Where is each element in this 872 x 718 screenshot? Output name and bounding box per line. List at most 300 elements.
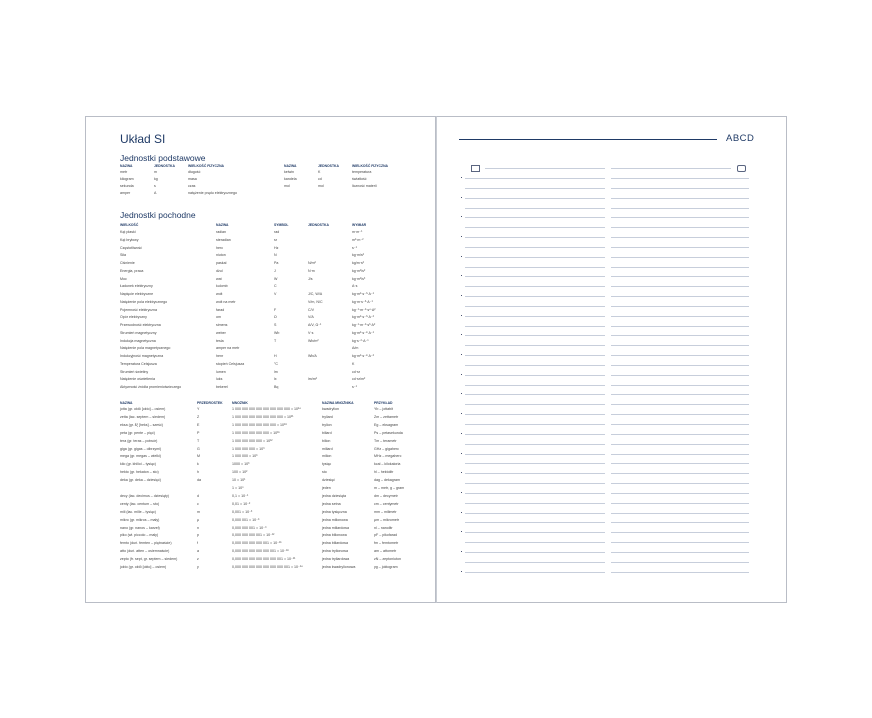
table-cell: lx (274, 377, 277, 382)
table-cell: C/V (308, 307, 314, 312)
table-header: WYMIAR (352, 223, 367, 227)
tab-label: ABCD (726, 133, 755, 144)
table-cell: jedna biliardowa (322, 541, 348, 546)
table-header: NAZWA (284, 164, 297, 168)
table-cell: peta (gr. pente – pięć) (120, 430, 155, 435)
table-cell: kg·s⁻²·A⁻¹ (352, 338, 369, 343)
table-cell: c (197, 501, 199, 506)
table-cell: Temperatura Celsjusza (120, 361, 157, 366)
table-cell: kg·m²/s² (352, 268, 366, 273)
table-cell: wolt na metr (216, 299, 236, 304)
table-cell: V/m, N/C (308, 299, 323, 304)
table-cell: cd (318, 177, 322, 181)
table-cell: jedna dziesiąta (322, 493, 346, 498)
ruled-line (611, 345, 749, 346)
ruled-line (611, 316, 749, 317)
table-header: WIELKOŚĆ FIZYCZNA (188, 164, 224, 168)
table-cell: kg·m²·s⁻³·A⁻² (352, 315, 374, 320)
table-cell: miliard (322, 446, 333, 451)
table-cell: G (197, 446, 200, 451)
table-cell: Z (197, 414, 200, 419)
line-dot (461, 216, 462, 217)
line-dot (461, 453, 462, 454)
table-header: JEDNOSTKA (318, 164, 339, 168)
table-cell: jedna trylionowa (322, 549, 348, 554)
ruled-line (465, 188, 605, 189)
table-cell: steradian (216, 237, 231, 242)
table-cell: jedna tryliardowa (322, 557, 350, 562)
table-cell: 1 000 000 000 000 000 = 10¹⁵ (232, 430, 280, 435)
table-cell: rad (274, 230, 280, 234)
ruled-line (465, 217, 605, 218)
table-cell: a (197, 549, 199, 554)
table-cell: Napięcie elektryczne (120, 292, 154, 296)
table-cell: 100 = 10² (232, 470, 248, 475)
table-cell: °C (274, 361, 279, 366)
table-cell: W (274, 276, 278, 281)
table-cell: am – attometr (374, 549, 397, 554)
table-cell: masa (188, 177, 197, 181)
table-cell: T (274, 338, 277, 343)
table-cell: radian (216, 230, 226, 234)
table-cell: 1 000 000 000 000 = 10¹² (232, 438, 273, 443)
table-header: WIELKOŚĆ FIZYCZNA (352, 164, 388, 168)
table-cell: k (197, 462, 199, 467)
table-header: PRZYKŁAD (374, 401, 393, 405)
ruled-line (611, 522, 749, 523)
table-header: SYMBOL (274, 223, 289, 227)
ruled-line (465, 355, 605, 356)
table-cell: p (197, 533, 199, 538)
ruled-line (465, 345, 605, 346)
table-cell: n (197, 525, 199, 530)
table-cell: jedna kwadrylionowa (322, 565, 356, 569)
table-cell: K (318, 170, 321, 174)
table-cell: A (154, 191, 157, 195)
ruled-line (611, 335, 749, 336)
table-cell: Indukcja magnetyczna (120, 338, 156, 343)
ruled-line (611, 267, 749, 268)
table-cell: cd·sr/m² (352, 377, 366, 382)
line-dot (461, 472, 462, 473)
table-cell: s⁻¹ (352, 385, 357, 389)
table-cell: kulomb (216, 284, 228, 289)
ruled-line (611, 414, 749, 415)
table-cell: lm (274, 369, 278, 374)
envelope-icon (471, 165, 480, 172)
table-cell: A/V, Ω⁻¹ (308, 323, 322, 327)
table-cell: femto (duń. femten – piętnaście) (120, 541, 172, 546)
table-cell: Siła (120, 253, 126, 258)
table-cell: A/m (352, 346, 359, 351)
table-cell: 1 000 000 = 10⁶ (232, 454, 258, 459)
ruled-line (465, 562, 605, 563)
table-cell: hl – hektolitr (374, 470, 394, 475)
ruled-line (611, 198, 749, 199)
table-cell: zetta (łac. septem – siedem) (120, 414, 166, 419)
table-cell: T (197, 438, 200, 443)
table-header: PRZEDROSTEK (197, 401, 223, 405)
table-cell: Wb (274, 330, 280, 335)
table-cell: czas (188, 184, 196, 188)
ruled-line (611, 276, 749, 277)
table-cell: 0,000 000 000 000 000 001 = 10⁻¹⁸ (232, 549, 289, 554)
table-cell: bekerel (216, 385, 228, 389)
table-cell: Bq (274, 385, 279, 389)
table-cell: 0,001 = 10⁻³ (232, 509, 253, 514)
ruled-line (465, 572, 605, 573)
table-cell: m – metr, g – gram (374, 486, 405, 490)
table-cell: μm – mikrometr (374, 517, 400, 522)
table-cell: 1 000 000 000 000 000 000 000 = 10²¹ (232, 414, 294, 419)
ruled-line (465, 503, 605, 504)
table-cell: tysiąc (322, 462, 332, 467)
ruled-line (611, 434, 749, 435)
ruled-line (611, 217, 749, 218)
table-cell: piko (wł. piccolo – mały) (120, 533, 159, 538)
table-cell: biliard (322, 430, 332, 435)
table-cell: długość (188, 170, 201, 174)
table-cell: 0,000 000 001 = 10⁻⁹ (232, 525, 267, 530)
ruled-line (611, 572, 749, 573)
table-cell: F (274, 307, 277, 312)
table-cell: fm – femtometr (374, 541, 399, 546)
table-cell: lumen (216, 369, 226, 374)
ruled-line (611, 424, 749, 425)
table-cell: kg⁻¹·m⁻²·s⁴·A² (352, 307, 376, 312)
table-cell: s (154, 184, 156, 188)
table-cell: J/C, W/A (308, 292, 323, 296)
table-cell: zepto (fr. sept, gr. septem – siedem) (120, 557, 178, 562)
table-cell: Wb/m² (308, 338, 319, 343)
ruled-line (611, 227, 749, 228)
table-cell: MHz – megaherc (374, 454, 402, 459)
table-cell: dm – decymetr (374, 493, 398, 498)
ruled-line (465, 414, 605, 415)
table-cell: kandela (284, 177, 297, 181)
table-cell: H (274, 354, 277, 358)
table-cell: J/s (308, 276, 313, 281)
table-cell: kg·m²·s⁻²·A⁻² (352, 354, 374, 358)
table-cell: kwadrylion (322, 407, 339, 411)
ruled-line (611, 188, 749, 189)
ruled-line (465, 375, 605, 376)
ruled-line (611, 208, 749, 209)
ruled-line (611, 503, 749, 504)
table-cell: V (274, 292, 277, 296)
ruled-line (465, 227, 605, 228)
ruled-line (465, 365, 605, 366)
line-dot (461, 531, 462, 532)
ruled-line (611, 296, 749, 297)
table-header: NAZWA MNOŻNIKA (322, 401, 354, 405)
ruled-line (465, 444, 605, 445)
table-cell: Ω (274, 315, 277, 320)
table-cell: kelwin (284, 170, 294, 174)
derived-units-heading: Jednostki pochodne (120, 210, 196, 220)
ruled-line (465, 463, 605, 464)
table-cell: N (274, 253, 277, 258)
ruled-line (465, 404, 605, 405)
table-cell: jedna milionowa (322, 517, 348, 522)
ruled-line (465, 198, 605, 199)
table-cell: S (274, 323, 277, 327)
line-dot (461, 571, 462, 572)
ruled-line (465, 385, 605, 386)
line-dot (461, 354, 462, 355)
table-cell: Strumień świetlny (120, 369, 149, 374)
table-cell: temperatura (352, 170, 372, 174)
table-cell: Częstotliwość (120, 245, 142, 250)
table-cell: 0,000 000 000 001 = 10⁻¹² (232, 533, 275, 538)
table-cell: metr (120, 170, 128, 174)
base-units-heading: Jednostki podstawowe (120, 153, 206, 163)
ruled-line (465, 178, 605, 179)
table-cell: nano (gr. nanos – karzeł) (120, 525, 160, 530)
table-cell: wat (216, 276, 222, 281)
table-cell: mega (gr. megas – wielki) (120, 454, 161, 459)
table-cell: Indukcyjność magnetyczna (120, 354, 164, 358)
table-cell: weber (216, 330, 226, 335)
page-title: Układ SI (120, 132, 166, 146)
table-cell: GHz – gigaherc (374, 446, 399, 451)
ruled-line (465, 326, 605, 327)
table-cell: mol (318, 184, 324, 188)
ruled-line (465, 424, 605, 425)
table-cell: lm/m² (308, 377, 317, 382)
table-cell: 10 = 10¹ (232, 478, 246, 483)
table-cell: m (154, 170, 157, 174)
line-dot (461, 177, 462, 178)
table-cell: jeden (322, 486, 331, 490)
table-cell: zN – zeptoniuton (374, 557, 401, 562)
table-cell: Natężenie pola elektrycznego (120, 299, 168, 304)
ruled-line (465, 454, 605, 455)
ruled-line (611, 375, 749, 376)
table-cell: kilo (gr. khilioi – tysiąc) (120, 462, 156, 467)
table-cell: światłość (352, 177, 367, 181)
table-cell: da (197, 478, 201, 483)
table-cell: Natężenie pola magnetycznego (120, 346, 171, 351)
table-cell: luks (216, 377, 223, 382)
ruled-line (465, 434, 605, 435)
ruled-line (465, 483, 605, 484)
table-cell: centy (łac. centum – sto) (120, 501, 160, 506)
table-cell: tera (gr. teras – potwór) (120, 438, 158, 443)
table-cell: nl – nanolitr (374, 525, 393, 530)
table-cell: P (197, 430, 200, 435)
table-cell: V·s (308, 330, 314, 335)
table-cell: Zm – zettametr (374, 414, 399, 419)
table-cell: jedna miliardowa (322, 525, 349, 530)
table-cell: cd·sr (352, 369, 360, 374)
table-cell: C (274, 284, 277, 289)
table-cell: Ciśnienie (120, 261, 135, 265)
table-cell: trylion (322, 422, 332, 427)
table-cell: jotta (gr. oktō [okto] – osiem) (120, 407, 166, 411)
table-cell: z (197, 557, 199, 562)
ruled-line (611, 562, 749, 563)
ruled-line (465, 237, 605, 238)
table-cell: eksa (gr. ἕξ [heks] – sześć) (120, 422, 163, 427)
table-cell: V/A (308, 315, 314, 320)
table-cell: kg·m·s⁻³·A⁻¹ (352, 299, 373, 304)
table-cell: Natężenie oświetlenia (120, 377, 155, 382)
line-dot (461, 492, 462, 493)
table-cell: 0,000 000 000 000 000 000 001 = 10⁻²¹ (232, 557, 296, 562)
ruled-line (611, 542, 749, 543)
table-cell: 0,000 001 = 10⁻⁶ (232, 517, 260, 522)
table-cell: Yb – jottabit (374, 407, 393, 411)
line-dot (461, 433, 462, 434)
table-cell: Pa (274, 261, 279, 265)
ruled-line (611, 473, 749, 474)
table-cell: jedna tysięczna (322, 509, 347, 514)
table-cell: Ładunek elektryczny (120, 284, 153, 289)
table-cell: cm – centymetr (374, 501, 399, 506)
ruled-line (611, 237, 749, 238)
right-page (436, 116, 787, 603)
table-cell: m (197, 509, 200, 514)
table-cell: Eg – eksagram (374, 422, 399, 427)
table-cell: Kąt bryłowy (120, 237, 139, 242)
line-dot (461, 197, 462, 198)
line-dot (461, 393, 462, 394)
table-cell: giga (gr. gigas – olbrzymi) (120, 446, 162, 451)
table-cell: m·m⁻¹ (352, 230, 363, 234)
ruled-line (611, 247, 749, 248)
table-cell: Wb/A (308, 354, 317, 358)
table-cell: jokto (gr. oktō [okto] – osiem) (120, 565, 167, 569)
table-cell: amper (120, 191, 131, 195)
ruled-line (485, 168, 605, 169)
table-cell: 0,1 = 10⁻¹ (232, 493, 249, 498)
ruled-line (611, 257, 749, 258)
ruled-line (465, 394, 605, 395)
table-cell: 0,01 = 10⁻² (232, 501, 251, 506)
line-dot (461, 551, 462, 552)
table-cell: Przewodność elektryczna (120, 323, 161, 327)
ruled-line (611, 444, 749, 445)
table-cell: kg·m²/s³ (352, 276, 366, 281)
ruled-line (611, 532, 749, 533)
table-cell: 1000 = 10³ (232, 462, 250, 467)
ruled-line (611, 286, 749, 287)
table-cell: 1 = 10⁰ (232, 486, 244, 490)
phone-icon (737, 165, 746, 172)
table-cell: kg (154, 177, 158, 181)
table-header: JEDNOSTKA (154, 164, 175, 168)
table-cell: Aktywność źródła promieniotwórczego (120, 385, 182, 389)
ruled-line (611, 365, 749, 366)
left-page (85, 116, 436, 603)
ruled-line (611, 513, 749, 514)
table-cell: henr (216, 354, 224, 358)
table-cell: Opór elektryczny (120, 315, 147, 320)
table-cell: sto (322, 470, 327, 475)
table-cell: Ps – petasekunda (374, 430, 403, 435)
table-cell: dag – dekagram (374, 478, 400, 483)
table-cell: kg·m/s² (352, 253, 364, 258)
ruled-line (465, 306, 605, 307)
table-cell: N·m (308, 268, 315, 273)
table-cell: tryliard (322, 414, 333, 419)
table-cell: amper na metr (216, 346, 240, 351)
ruled-line (465, 316, 605, 317)
table-cell: dżul (216, 268, 223, 273)
ruled-line (611, 394, 749, 395)
table-cell: Pojemność elektryczna (120, 307, 157, 312)
table-cell: atto (duń. atten – osiemnaście) (120, 549, 170, 554)
table-cell: jedna setna (322, 501, 341, 506)
ruled-line (611, 463, 749, 464)
table-cell: Moc (120, 276, 127, 281)
table-header: NAZWA (120, 164, 133, 168)
ruled-line (611, 355, 749, 356)
table-cell: mili (łac. mille – tysiąc) (120, 509, 156, 514)
ruled-line (465, 335, 605, 336)
ruled-line (465, 542, 605, 543)
table-cell: Energia, praca (120, 268, 144, 273)
table-cell: bilion (322, 438, 331, 443)
ruled-line (611, 454, 749, 455)
table-cell: decy (łac. decimus – dziesiąty) (120, 493, 169, 498)
table-cell: Tm – terametr (374, 438, 397, 443)
table-cell: kg⁻¹·m⁻²·s³·A² (352, 323, 376, 327)
table-cell: tesla (216, 338, 224, 343)
table-cell: μ (197, 517, 200, 522)
table-cell: 0,000 000 000 000 000 000 000 001 = 10⁻²⁴ (232, 565, 303, 569)
table-cell: mikro (gr. mikros – mały) (120, 517, 160, 522)
ruled-line (611, 552, 749, 553)
table-cell: dziesięć (322, 478, 335, 483)
table-header: WIELKOŚĆ (120, 223, 139, 227)
line-dot (461, 512, 462, 513)
ruled-line (611, 483, 749, 484)
ruled-line (611, 326, 749, 327)
table-cell: mol (284, 184, 290, 188)
table-cell: mm – milimetr (374, 509, 397, 514)
table-cell: m²·m⁻² (352, 237, 364, 242)
table-cell: M (197, 454, 200, 459)
line-dot (461, 374, 462, 375)
ruled-line (465, 552, 605, 553)
table-cell: kcal – kilokaloria (374, 462, 401, 467)
ruled-line (611, 404, 749, 405)
table-cell: wolt (216, 292, 223, 296)
line-dot (461, 334, 462, 335)
table-cell: K (352, 361, 355, 366)
line-dot (461, 295, 462, 296)
table-cell: 0,000 000 000 000 001 = 10⁻¹⁵ (232, 541, 282, 546)
ruled-line (465, 267, 605, 268)
table-cell: kg/m·s² (352, 261, 364, 265)
ruled-line (465, 532, 605, 533)
line-dot (461, 236, 462, 237)
table-cell: 1 000 000 000 000 000 000 000 000 = 10²⁴ (232, 407, 301, 411)
table-cell: milion (322, 454, 332, 459)
ruled-line (465, 473, 605, 474)
table-cell: Strumień magnetyczny (120, 330, 157, 335)
ruled-line (465, 247, 605, 248)
ruled-line (611, 306, 749, 307)
table-cell: Y (197, 407, 200, 411)
ruled-line (465, 208, 605, 209)
table-cell: pF – pikofarad (374, 533, 397, 538)
table-cell: f (197, 541, 198, 546)
table-cell: jedna bilionowa (322, 533, 347, 538)
table-cell: farad (216, 307, 225, 312)
